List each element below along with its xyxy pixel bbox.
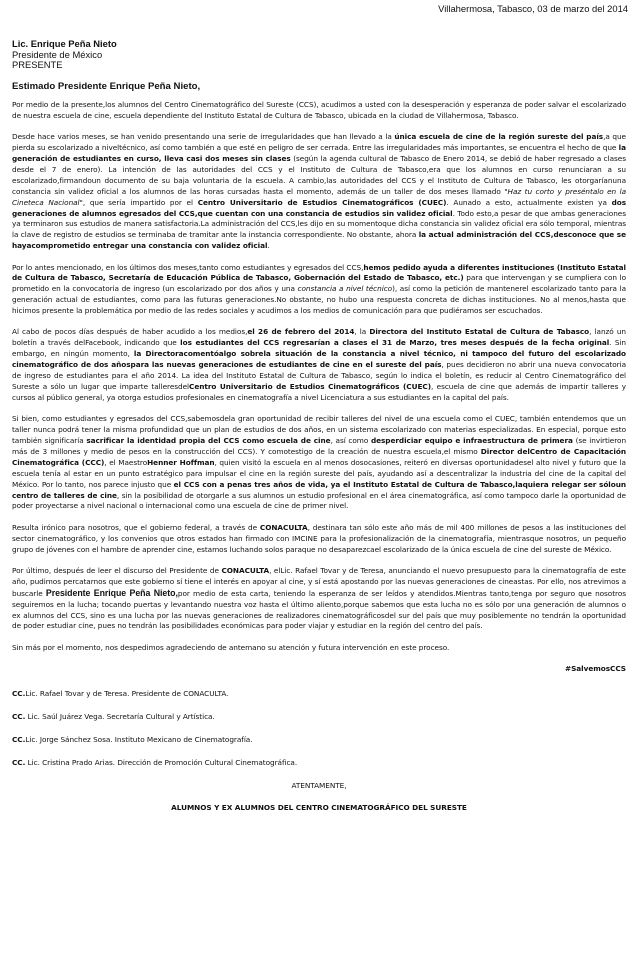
paragraph-7: Por último, después de leer el discurso del Presidente de CONACULTA, elLic. Rafael Tovar y de Teresa, anunciando el nuevo presupuesto para la cinematografía de este año, pudimos percatarnos que este gobierno sí tiene el interés en apoyar al cine, y sí está apostando por las nuevas generaciones de cineastas. Por ello, nos atrevimos a buscarle Presidente Enrique Peña Nieto,por medio de esta carta, teniendo la esperanza de ser leídos y atendidos.Mientras tanto,tenga por seguro que nosotros seguiremos en la lucha; tocando puertas y levantando nuestra voz hasta el último aliento,porque sabemos que esta lucha no es sólo por una generación de alumnos o ex alumnos del CCS, sino es una lucha por las nuevas generaciones de realizadores cinematográficosdel sur del país que muy posiblemente no tendrán la oportunidad de poder estudiar cine, pues no tendrán las posibilidades económicas para poder viajar y estudiar en la región del centro del país.	[12, 565, 626, 631]
letter-body	[12, 100, 626, 814]
recipient-block	[12, 39, 117, 71]
paragraph-2: Desde hace varios meses, se han venido presentando una serie de irregularidades que han llevado a la única escuela de cine de la región sureste del país,a que pierda su escolarizado a niveltécnico, así como también a que esté en peligro de ser cerrada. Entre las irregularidades más importantes, se encuentra el hecho de que la generación de estudiantes en curso, lleva casi dos meses sin clases (según la agenda cultural de Tabasco de Enero 2014, se debió de haber regresado a clases desde el 7 de enero). La intención de las autoridades del CCS y el Instituto de Cultura de Tabasco,era que los alumnos en curso renunciaran a su escolarizado,firmandoun documento de su baja voluntaria de la escuela. A cambio,las autoridades del CCS y el Instituto de Cultura de Tabasco, les otorgaríanuna constancia sin validez oficial a los alumnos de las horas cursadas hasta el momento, además de un taller de dos meses llamado "Haz tu corto y preséntalo en la Cineteca Nacional", que sería impartido por el Centro Universitario de Estudios Cinematográficos (CUEC). Aunado a esto, actualmente existen ya dos generaciones de alumnos egresados del CCS,que cuentan con una constancia de estudios sin validez oficial. Todo esto,a pesar de que ambas generaciones ya terminaron sus estudios de manera satisfactoria.La administración del CCS,les dijo en su momentoque dicha constancia sin validez oficial era sólo temporal, mientras la clave de registro de estudios se terminaba de tramitar ante la instancia correspondiente. No obstante, ahora la actual administración del CCS,desconoce que se hayacomprometido entregar una constancia con validez oficial.	[12, 132, 627, 251]
hashtag: #SalvemosCCS	[565, 664, 626, 673]
paragraph-4: Al cabo de pocos días después de haber acudido a los medios,el 26 de febrero del 2014, la Directora del Instituto Estatal de Cultura de Tabasco, lanzó un boletín a través delFacebook, indicando que los estudiantes del CCS regresarían a clases el 31 de Marzo, tres meses después de la fecha original. Sin embargo, en ningún momento, la Directoracomentóalgo sobrela situación de la constancia a nivel técnico, ni tampoco del futuro del escolarizado cinematográfico de dos añospara las nuevas generaciones de estudiantes de cine en el sureste del país, pues decidieron no abrir una nueva convocatoria de ingreso de estudiantes para el año 2014. La idea del Instituto Estatal de Cultura de Tabasco, según lo indica el boletín, es reducir al Centro Cinematográfico del Sureste a sólo un lugar que imparte talleresdelCentro Universitario de Estudios Cinematográficos (CUEC), escuela de cine que además de impartir talleres y cursos al público general, ya otorga estudios profesionales en cinematografía a nivel Licenciatura a sus estudiantes en la capital del país.	[12, 327, 626, 402]
cc-line: CC. Lic. Saúl Juárez Vega. Secretaría Cultural y Artística.	[12, 711, 215, 721]
paragraph-1: Por medio de la presente,los alumnos del Centro Cinematográfico del Sureste (CCS), acudimos a usted con la desesperación y esperanza de poder salvar el escolarizado de nuestra escuela de cine, escuela dependiente del Instituto Estatal de Cultura de Tabasco, ubicada en la ciudad de Villahermosa, Tabasco.	[12, 100, 626, 120]
closing: ATENTAMENTE,	[291, 780, 347, 790]
paragraph-3: Por lo antes mencionado, en los últimos dos meses,tanto como estudiantes y egresados del CCS,hemos pedido ayuda a diferentes instituciones (Instituto Estatal de Cultura de Tabasco, Secretaría de Educación Pública de Tabasco, Gobernación del Estado de Tabasco, etc.) para que intervengan y se cumpliera con lo prometido en la convocatoria de ingreso (un escolarizado por dos años y una constancia a nivel técnico), así como la petición de mantenerel escolarizado tanto para la generación actual de estudiantes, como para las futuras generaciones.No obstante, no hubo una respuesta concreta de dichas instituciones. No al menos,hasta que hicimos presente la problemática por medio de las redes sociales y acudimos a los medios de comunicación para que pudiéramos ser escuchados.	[12, 262, 627, 316]
recipient-title: Presidente de México	[12, 48, 103, 60]
cc-line: CC.Lic. Rafael Tovar y de Teresa. Presidente de CONACULTA.	[12, 688, 229, 698]
greeting: Estimado Presidente Enrique Peña Nieto,	[12, 81, 201, 92]
cc-line: CC.Lic. Jorge Sánchez Sosa. Instituto Mexicano de Cinematografía.	[12, 734, 253, 744]
recipient-name: Lic. Enrique Peña Nieto	[12, 38, 117, 49]
paragraph-5: Si bien, como estudiantes y egresados del CCS,sabemosdela gran oportunidad de recibir talleres del nivel de una escuela como el CUEC, también entendemos que un taller nunca podrá tener la misma profundidad que un plan de estudios de dos años, en un sistema escolarizado con materias especializadas. En especial, porque esto también significaría sacrificar la identidad propia del CCS como escuela de cine, así como desperdiciar equipo e infraestructura de primera (se invirtieron más de 3 millones y medio de pesos en la construcción del CCS). Y comotestigo de la creación de nuestra escuela,el mismo Director delCentro de Capacitación Cinematográfica (CCC), el MaestroHenner Hoffman, quien visitó la escuela en al menos dosocasiones, reiteró en diversas oportunidadesel alto nivel y futuro que la escuela tenía al estar en un punto estratégico para impulsar el cine en la región sureste del país, ayudando así a descentralizar la industria del cine de la capital del México. Por lo tanto, nos parece injusto que el CCS con a penas tres años de vida, ya el Instituto Estatal de Cultura de Tabasco,laquiera relegar ser sóloun centro de talleres de cine, sin la posibilidad de otorgarle a sus alumnos un estudio profesional en el área cinematográfica, así como tampoco darle la oportunidad de poder proyectarse a nivel nacional o internacional como una escuela de cine de primer nivel.	[12, 414, 627, 511]
letter-date: Villahermosa, Tabasco, 03 de marzo del 2014	[438, 3, 628, 14]
paragraph-6: Resulta irónico para nosotros, que el gobierno federal, a través de CONACULTA, destinara tan sólo este año más de mil 400 millones de pesos a las instituciones del sector cinematográfico, y los convenios que otros estados han firmado con IMCINE para la profesionalización de la cinematografía, mientrasque nosotros, un pequeño grupo de jóvenes con el hambre de aprender cine, estamos luchando solos paraque no desaparezcael escolarizado de la única escuela de cine del sureste de México.	[12, 522, 626, 554]
signature: ALUMNOS Y EX ALUMNOS DEL CENTRO CINEMATOGRÁFICO DEL SURESTE	[171, 803, 467, 813]
paragraph-8: Sin más por el momento, nos despedimos agradeciendo de antemano su atención y futura intervención en este proceso.	[12, 642, 450, 652]
recipient-presente: PRESENTE	[12, 59, 63, 71]
cc-line: CC. Lic. Cristina Prado Arias. Dirección de Promoción Cultural Cinematográfica.	[12, 757, 298, 767]
